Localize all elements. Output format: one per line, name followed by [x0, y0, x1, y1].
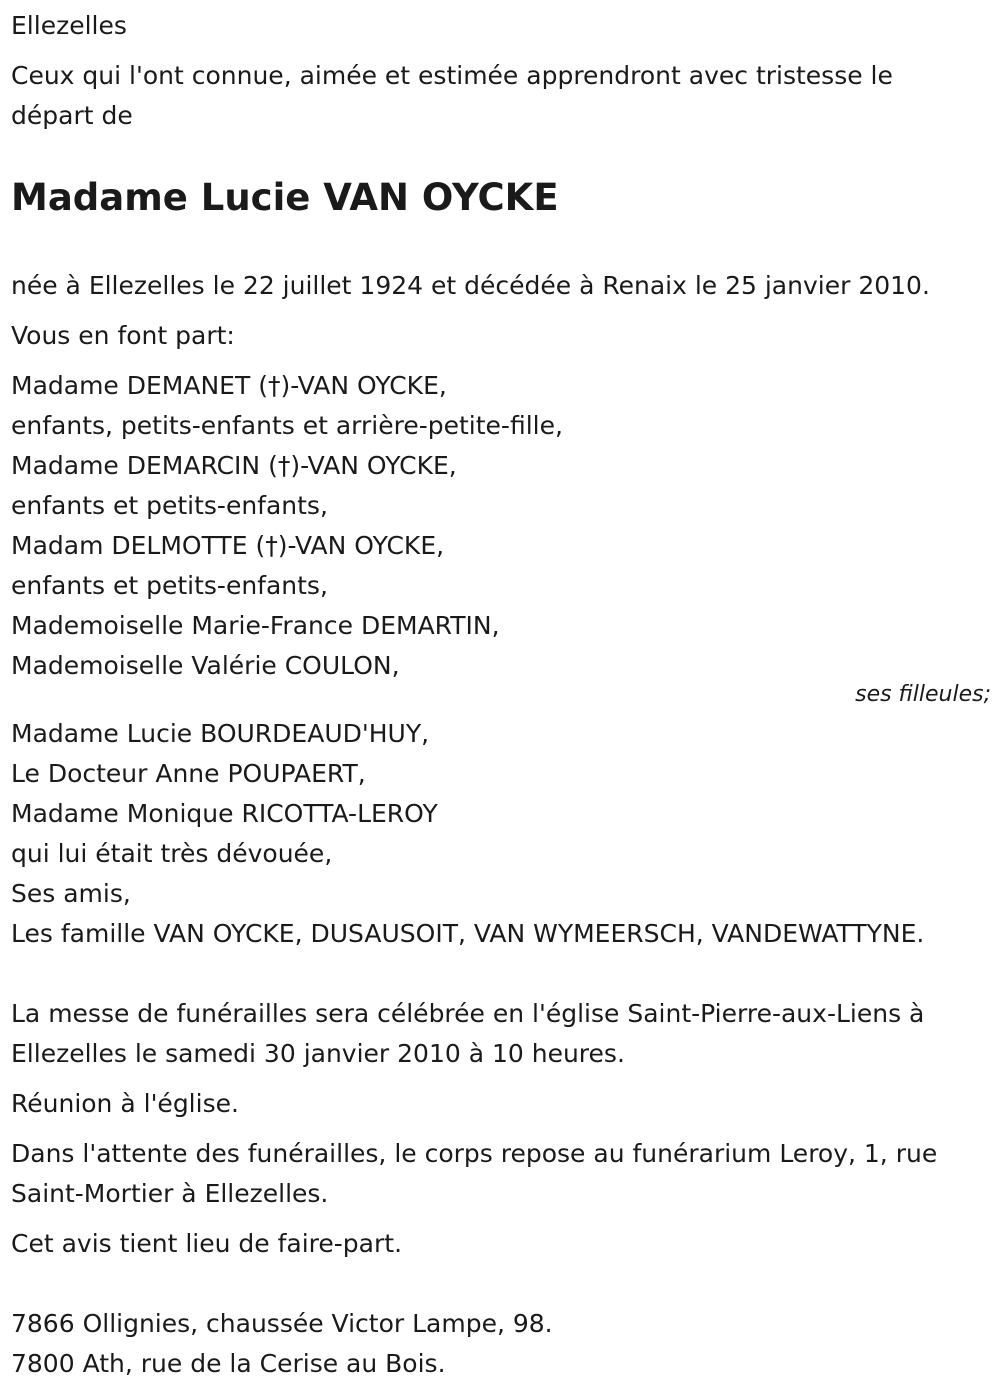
family-line: Ses amis, — [11, 879, 131, 908]
obituary-notice — [11, 6, 991, 1384]
rest-line-2: Saint-Mortier à Ellezelles. — [11, 1179, 329, 1208]
address-line: 7866 Ollignies, chaussée Victor Lampe, 98. — [11, 1309, 553, 1338]
location: Ellezelles — [11, 11, 127, 40]
family-line: Madame DEMARCIN (†)-VAN OYCKE, — [11, 451, 457, 480]
mass-line-2: Ellezelles le samedi 30 janvier 2010 à 10 heures. — [11, 1039, 625, 1068]
goddaughters-role: ses filleules; — [855, 682, 991, 707]
intro-line-1: Ceux qui l'ont connue, aimée et estimée apprendront avec tristesse le — [11, 61, 893, 90]
family-line: enfants, petits-enfants et arrière-petite-fille, — [11, 411, 563, 440]
family-line: Madame Lucie BOURDEAUD'HUY, — [11, 719, 430, 748]
address-line: 7800 Ath, rue de la Cerise au Bois. — [11, 1349, 446, 1378]
birth-death-dates: née à Ellezelles le 22 juillet 1924 et décédée à Renaix le 25 janvier 2010. — [11, 271, 930, 300]
family-line: qui lui était très dévouée, — [11, 839, 333, 868]
rest-line-1: Dans l'attente des funérailles, le corps repose au funérarium Leroy, 1, rue — [11, 1139, 938, 1168]
family-line: enfants et petits-enfants, — [11, 571, 328, 600]
meeting-info: Réunion à l'église. — [11, 1089, 239, 1118]
family-group-2 — [11, 714, 991, 954]
family-group-1 — [11, 366, 991, 686]
family-line: Le Docteur Anne POUPAERT, — [11, 759, 366, 788]
family-line: Madam DELMOTTE (†)-VAN OYCKE, — [11, 531, 445, 560]
intro-line-2: départ de — [11, 101, 133, 130]
family-line: Mademoiselle Marie-France DEMARTIN, — [11, 611, 500, 640]
family-line: Madame Monique RICOTTA-LEROY — [11, 799, 438, 828]
family-intro: Vous en font part: — [11, 321, 235, 350]
mass-line-1: La messe de funérailles sera célébrée en l'église Saint-Pierre-aux-Liens à — [11, 999, 925, 1028]
family-line: Les famille VAN OYCKE, DUSAUSOIT, VAN WYMEERSCH, VANDEWATTYNE. — [11, 919, 925, 948]
notice-text: Cet avis tient lieu de faire-part. — [11, 1229, 403, 1258]
deceased-name: Madame Lucie VAN OYCKE — [11, 176, 559, 219]
family-line: Madame DEMANET (†)-VAN OYCKE, — [11, 371, 447, 400]
family-line: enfants et petits-enfants, — [11, 491, 328, 520]
family-line: Mademoiselle Valérie COULON, — [11, 651, 400, 680]
